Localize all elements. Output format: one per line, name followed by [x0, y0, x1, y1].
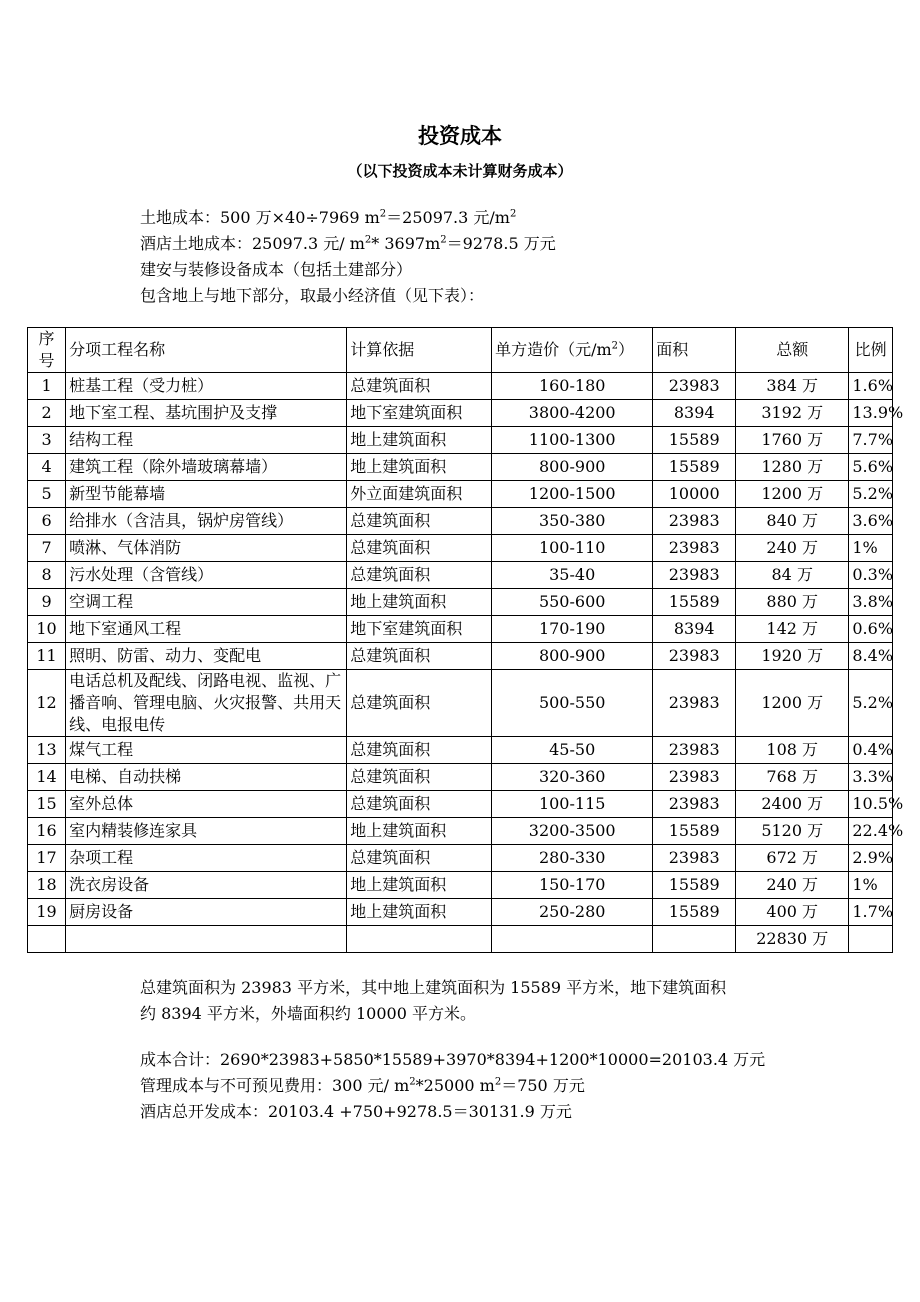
- management-cost-line: 管理成本与不可预见费用：300 元/ $m^2*25000$ $m^2=750$ 万元: [140, 1076, 585, 1095]
- cell-price: 800-900: [492, 643, 653, 670]
- cell-basis: 总建筑面积: [347, 670, 492, 737]
- cell-total: 5120 万: [736, 818, 849, 845]
- cell-seq: 13: [28, 737, 66, 764]
- cell-area: 15589: [653, 899, 736, 926]
- cell-area: 15589: [653, 427, 736, 454]
- hotel-land-cost-line: 酒店土地成本：25097.3 元/ $m^2*$ $3697m^2=9278.5$ 万元: [140, 234, 556, 253]
- cell-ratio: 22.4%: [849, 818, 893, 845]
- cell-name: 污水处理（含管线）: [66, 562, 347, 589]
- table-row: [28, 616, 893, 643]
- cell-area: 8394: [653, 616, 736, 643]
- header-seq: 序号: [28, 328, 66, 373]
- scope-line: 包含地上与地下部分，取最小经济值（见下表）：: [140, 286, 485, 305]
- table-row: [28, 400, 893, 427]
- cell-ratio: 10.5%: [849, 791, 893, 818]
- cell-basis: 总建筑面积: [347, 764, 492, 791]
- cell-ratio: 3.3%: [849, 764, 893, 791]
- header-ratio: 比例: [849, 328, 893, 373]
- table-row: [28, 737, 893, 764]
- cell-basis: 地上建筑面积: [347, 427, 492, 454]
- cell-name: 电梯、自动扶梯: [66, 764, 347, 791]
- cell-ratio: 1.7%: [849, 899, 893, 926]
- cell-total: 400 万: [736, 899, 849, 926]
- cell-total: 108 万: [736, 737, 849, 764]
- cell-basis: 总建筑面积: [347, 737, 492, 764]
- grand-total: 22830 万: [736, 926, 849, 953]
- cell-basis: 总建筑面积: [347, 845, 492, 872]
- cell-total: 240 万: [736, 872, 849, 899]
- header-name: 分项工程名称: [66, 328, 347, 373]
- cell-total: 1200 万: [736, 481, 849, 508]
- cell-name: 地下室工程、基坑围护及支撑: [66, 400, 347, 427]
- cell-ratio: 8.4%: [849, 643, 893, 670]
- cell-basis: 地下室建筑面积: [347, 616, 492, 643]
- cell-basis: 总建筑面积: [347, 535, 492, 562]
- cell-name: 地下室通风工程: [66, 616, 347, 643]
- cell-area: 23983: [653, 670, 736, 737]
- cell-ratio: 2.9%: [849, 845, 893, 872]
- intro-section: [140, 205, 556, 309]
- cell-ratio: 3.8%: [849, 589, 893, 616]
- cell-ratio: 1.6%: [849, 373, 893, 400]
- cell-name: 结构工程: [66, 427, 347, 454]
- cost-table: [27, 327, 904, 953]
- cell-area: 23983: [653, 791, 736, 818]
- cell-total: 1760 万: [736, 427, 849, 454]
- page-title: 投资成本: [418, 124, 502, 148]
- cell-price: 160-180: [492, 373, 653, 400]
- cell-name: 给排水（含洁具，锅炉房管线）: [66, 508, 347, 535]
- cell-ratio: 7.7%: [849, 427, 893, 454]
- table-row: [28, 845, 893, 872]
- cell-name: 厨房设备: [66, 899, 347, 926]
- cell-area: 23983: [653, 535, 736, 562]
- cell-ratio: 3.6%: [849, 508, 893, 535]
- header-basis: 计算依据: [347, 328, 492, 373]
- cell-name: 空调工程: [66, 589, 347, 616]
- cell-price: 170-190: [492, 616, 653, 643]
- cell-seq: 5: [28, 481, 66, 508]
- table-row: [28, 899, 893, 926]
- cell-basis: 地上建筑面积: [347, 872, 492, 899]
- table-row: [28, 427, 893, 454]
- cell-area: 23983: [653, 562, 736, 589]
- cell-area: 23983: [653, 737, 736, 764]
- cell-ratio: 5.2%: [849, 481, 893, 508]
- cell-total: 2400 万: [736, 791, 849, 818]
- cell-price: 35-40: [492, 562, 653, 589]
- cell-name: 室外总体: [66, 791, 347, 818]
- cell-price: 1100-1300: [492, 427, 653, 454]
- table-row: [28, 508, 893, 535]
- cell-seq: 15: [28, 791, 66, 818]
- total-row: [28, 926, 893, 953]
- cell-ratio: 1%: [849, 535, 893, 562]
- cell-ratio: 0.6%: [849, 616, 893, 643]
- table-row: [28, 562, 893, 589]
- cell-basis: 地上建筑面积: [347, 818, 492, 845]
- cell-basis: 地上建筑面积: [347, 454, 492, 481]
- cell-total: 1280 万: [736, 454, 849, 481]
- cell-price: 1200-1500: [492, 481, 653, 508]
- cell-total: 384 万: [736, 373, 849, 400]
- cell-price: 550-600: [492, 589, 653, 616]
- table-row: [28, 791, 893, 818]
- cell-ratio: 1%: [849, 872, 893, 899]
- cell-name: 照明、防雷、动力、变配电: [66, 643, 347, 670]
- table-body: [28, 373, 904, 926]
- cell-basis: 总建筑面积: [347, 791, 492, 818]
- cell-area: 10000: [653, 481, 736, 508]
- cell-ratio: 13.9%: [849, 400, 893, 427]
- hotel-total-cost-line: 酒店总开发成本：20103.4 +750+9278.5＝30131.9 万元: [140, 1102, 572, 1121]
- cell-area: 23983: [653, 845, 736, 872]
- cell-name: 电话总机及配线、闭路电视、监视、广播音响、管理电脑、火灾报警、共用天线、电报电传: [66, 670, 347, 737]
- cell-price: 350-380: [492, 508, 653, 535]
- cell-total: 3192 万: [736, 400, 849, 427]
- cell-basis: 外立面建筑面积: [347, 481, 492, 508]
- cell-seq: 3: [28, 427, 66, 454]
- table-row: [28, 818, 893, 845]
- cell-name: 室内精装修连家具: [66, 818, 347, 845]
- cell-area: 15589: [653, 454, 736, 481]
- cell-total: 1200 万: [736, 670, 849, 737]
- cell-seq: 6: [28, 508, 66, 535]
- cell-seq: 8: [28, 562, 66, 589]
- cell-basis: 地上建筑面积: [347, 589, 492, 616]
- cell-total: 880 万: [736, 589, 849, 616]
- cell-name: 建筑工程（除外墙玻璃幕墙）: [66, 454, 347, 481]
- table-row: [28, 373, 893, 400]
- table-row: [28, 764, 893, 791]
- cell-total: 768 万: [736, 764, 849, 791]
- construction-cost-line: 建安与装修设备成本（包括土建部分）: [140, 260, 413, 279]
- cell-seq: 12: [28, 670, 66, 737]
- cell-seq: 14: [28, 764, 66, 791]
- table-row: [28, 454, 893, 481]
- table-row: [28, 589, 893, 616]
- cell-price: 100-115: [492, 791, 653, 818]
- cell-basis: 总建筑面积: [347, 643, 492, 670]
- table-row: [28, 643, 893, 670]
- cell-basis: 地上建筑面积: [347, 899, 492, 926]
- cell-name: 杂项工程: [66, 845, 347, 872]
- cell-total: 142 万: [736, 616, 849, 643]
- cell-basis: 总建筑面积: [347, 508, 492, 535]
- cell-seq: 17: [28, 845, 66, 872]
- cell-name: 洗衣房设备: [66, 872, 347, 899]
- cell-area: 23983: [653, 508, 736, 535]
- table-row: [28, 535, 893, 562]
- area-note-line-1: 总建筑面积为 23983 平方米，其中地上建筑面积为 15589 平方米，地下建筑面积: [140, 978, 727, 997]
- cell-area: 23983: [653, 373, 736, 400]
- cell-seq: 16: [28, 818, 66, 845]
- cell-seq: 1: [28, 373, 66, 400]
- area-notes: [140, 975, 726, 1027]
- cell-price: 3200-3500: [492, 818, 653, 845]
- cell-price: 320-360: [492, 764, 653, 791]
- cell-area: 23983: [653, 764, 736, 791]
- cell-total: 240 万: [736, 535, 849, 562]
- table-row: [28, 872, 893, 899]
- cell-ratio: 0.3%: [849, 562, 893, 589]
- cell-name: 喷淋、气体消防: [66, 535, 347, 562]
- cell-price: 500-550: [492, 670, 653, 737]
- cell-price: 45-50: [492, 737, 653, 764]
- table-header-row: [28, 328, 893, 373]
- header-price: 单方造价（元$/m^2$）: [492, 328, 653, 373]
- cell-seq: 4: [28, 454, 66, 481]
- header-total: 总额: [736, 328, 849, 373]
- cell-area: 15589: [653, 872, 736, 899]
- cell-basis: 地下室建筑面积: [347, 400, 492, 427]
- cell-area: 15589: [653, 818, 736, 845]
- page-subtitle: （以下投资成本未计算财务成本）: [347, 162, 573, 180]
- cost-notes: [140, 1047, 765, 1125]
- cell-ratio: 5.6%: [849, 454, 893, 481]
- cell-price: 280-330: [492, 845, 653, 872]
- cost-total-line: 成本合计：2690*23983+5850*15589+3970*8394+1200*10000=20103.4 万元: [140, 1050, 766, 1069]
- cell-ratio: 0.4%: [849, 737, 893, 764]
- cell-ratio: 5.2%: [849, 670, 893, 737]
- cell-total: 672 万: [736, 845, 849, 872]
- cell-seq: 10: [28, 616, 66, 643]
- cell-price: 250-280: [492, 899, 653, 926]
- cell-total: 1920 万: [736, 643, 849, 670]
- cell-name: 桩基工程（受力桩）: [66, 373, 347, 400]
- cell-total: 840 万: [736, 508, 849, 535]
- cell-price: 100-110: [492, 535, 653, 562]
- cell-seq: 2: [28, 400, 66, 427]
- cell-price: 3800-4200: [492, 400, 653, 427]
- cell-seq: 19: [28, 899, 66, 926]
- cell-name: 新型节能幕墙: [66, 481, 347, 508]
- cell-seq: 7: [28, 535, 66, 562]
- cell-seq: 18: [28, 872, 66, 899]
- cell-basis: 总建筑面积: [347, 373, 492, 400]
- cell-area: 23983: [653, 643, 736, 670]
- cell-price: 800-900: [492, 454, 653, 481]
- table-row: [28, 670, 893, 737]
- cell-area: 15589: [653, 589, 736, 616]
- cell-seq: 11: [28, 643, 66, 670]
- cell-seq: 9: [28, 589, 66, 616]
- cell-price: 150-170: [492, 872, 653, 899]
- cell-basis: 总建筑面积: [347, 562, 492, 589]
- cell-area: 8394: [653, 400, 736, 427]
- header-area: 面积: [653, 328, 736, 373]
- cell-name: 煤气工程: [66, 737, 347, 764]
- area-note-line-2: 约 8394 平方米，外墙面积约 10000 平方米。: [140, 1004, 476, 1023]
- table-row: [28, 481, 893, 508]
- cell-total: 84 万: [736, 562, 849, 589]
- land-cost-line: 土地成本：500 万×40÷7969 $m^2=25097.3$ 元$/m^2$: [140, 208, 517, 227]
